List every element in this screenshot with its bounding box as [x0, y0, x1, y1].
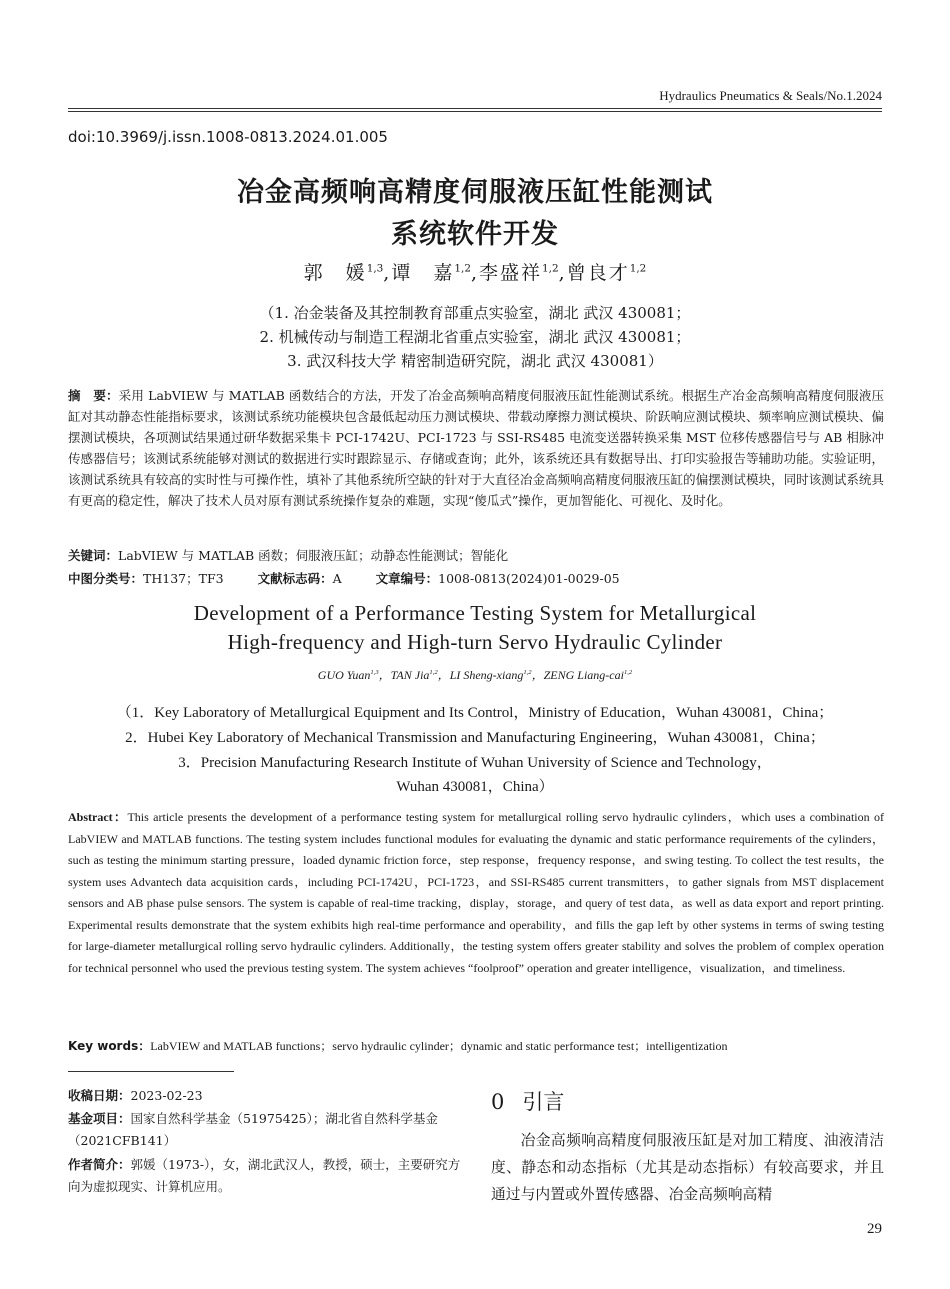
author-sup: 1,2 [523, 669, 532, 676]
keywords-en-text: LabVIEW and MATLAB functions；servo hydraulic cylinder；dynamic and static performance test；intelligentization [150, 1039, 728, 1053]
abstract-cn-label: 摘 要： [68, 388, 119, 403]
author-bio-label: 作者简介： [68, 1157, 131, 1172]
title-en-line1: Development of a Performance Testing System for Metallurgical [193, 601, 757, 625]
clc-value: TH137；TF3 [143, 571, 224, 586]
author-cn: 李盛祥 [479, 262, 543, 284]
author-sup: 1,2 [542, 262, 559, 275]
affiliation-cn: 3. 武汉科技大学 精密制造研究院，湖北 武汉 430081） [287, 352, 663, 370]
keywords-cn-text: LabVIEW 与 MATLAB 函数；伺服液压缸；动静态性能测试；智能化 [118, 548, 509, 563]
author-sup: 1,2 [629, 262, 647, 275]
abstract-en [68, 807, 884, 979]
affiliation-cn: （1. 冶金装备及其控制教育部重点实验室，湖北 武汉 430081； [259, 304, 691, 322]
abstract-en-text: This article presents the development of a performance testing system for metallurgical rolling servo hydraulic cylinders，which uses a combination of LabVIEW and MATLAB functions. The testing system includes functional modules for evaluating the dynamic and static performance requirements of the cylinders，such as testing the minimum starting pressure，loaded dynamic friction force，step response，frequency response，and swing testing. To collect the test results，the system uses Advantech data acquisition cards，including PCI-1742U，PCI-1723，and SSI-RS485 current transmitters，to gather signals from MST displacement sensors and AB phase pulse sensors. The system is capable of real-time tracking，display，storage，and query of test data，as well as data export and report printing. Experimental results demonstrate that the system exhibits high real-time performance and operability，and fills the gap left by other systems in terms of swing testing for large-diameter metallurgical rolling servo hydraulic cylinders. Additionally，the testing system offers greater stability and solves the problem of complex operation for technical personnel who used the previous testing system. The system achieves “foolproof” operation and greater intelligence，visualization，and timeliness. [68, 810, 885, 975]
section-heading [491, 1086, 564, 1116]
classification-line [68, 569, 620, 587]
doi: doi:10.3969/j.issn.1008-0813.2024.01.005 [68, 128, 388, 146]
author-sup: 1,3 [370, 669, 379, 676]
footnote-received [68, 1085, 464, 1107]
section-number: 0 [491, 1090, 505, 1114]
authors-cn: 郭 媛$^{1,3}$,谭 嘉$^{1,2}$,李盛祥$^{1,2}$,曾良才$^{1,2}$ [303, 262, 647, 284]
footnote-author [68, 1154, 464, 1198]
fund-label: 基金项目： [68, 1111, 131, 1126]
title-cn-line2: 系统软件开发 [391, 219, 559, 250]
abstract-cn-text: 采用 LabVIEW 与 MATLAB 函数结合的方法，开发了冶金高频响高精度伺服液压缸性能测试系统。根据生产冶金高频响高精度伺服液压缸对其动静态性能指标要求，该测试系统功能模块包含最低起动压力测试模块、带载动摩擦力测试模块、阶跃响应测试模块、频率响应测试模块、偏摆测试模块，各项测试结果通过研华数据采集卡 PCI-1742U、PCI-1723 与 SSI-RS485 电流变送器转换采集 MST 位移传感器信号与 AB 相脉冲传感器信号；该测试系统能够对测试的数据进行实时跟踪显示、存储或查询；此外，该系统还具有数据导出、打印实验报告等辅助功能。实验证明，该测试系统具有较高的实时性与可操作性，填补了其他系统所空缺的针对于大直径冶金高频响高精度伺服液压缸的偏摆测试模块，同时该测试系统具有更高的稳定性，解决了技术人员对原有测试系统操作复杂的难题，实现“傻瓜式”操作，更加智能化、可视化、及时化。 [68, 388, 884, 508]
page-number: 29 [867, 1221, 882, 1237]
abstract-en-label: Abstract： [68, 810, 128, 824]
affiliation-cn: 2. 机械传动与制造工程湖北省重点实验室，湖北 武汉 430081； [259, 328, 691, 346]
author-bio-text: 郭媛（1973-），女，湖北武汉人，教授，硕士，主要研究方向为虚拟现实、计算机应用。 [68, 1157, 461, 1194]
fund-text: 国家自然科学基金（51975425）；湖北省自然科学基金（2021CFB141） [68, 1111, 438, 1148]
received-label: 收稿日期： [68, 1088, 131, 1103]
article-no-label: 文章编号： [375, 571, 439, 586]
author-sup: 1,2 [429, 669, 438, 676]
title-en-line2: High-frequency and High-turn Servo Hydraulic Cylinder [227, 630, 723, 654]
abstract-cn [68, 385, 884, 511]
clc-label: 中图分类号： [68, 571, 144, 586]
author-sup: 1,2 [623, 669, 633, 676]
author-en: TAN Jia [390, 668, 430, 682]
affiliation-en: （1．Key Laboratory of Metallurgical Equipment and Its Control，Ministry of Education，Wuhan 430081，China； [116, 705, 834, 721]
received-date: 2023-02-23 [130, 1088, 203, 1103]
author-cn: 郭 媛 [303, 262, 367, 284]
author-en: LI Sheng-xiang [449, 668, 524, 682]
keywords-cn-label: 关键词： [68, 548, 119, 563]
footnote-fund [68, 1108, 464, 1152]
title-cn-line1: 冶金高频响高精度伺服液压缸性能测试 [237, 177, 713, 208]
affiliation-en: 3．Precision Manufacturing Research Institute of Wuhan University of Science and Technology， [178, 755, 772, 771]
authors-en: GUO Yuan$^{1,3}$，TAN Jia$^{1,2}$，LI Sheng-xiang$^{1,2}$，ZENG Liang-cai$^{1,2}$ [317, 668, 633, 682]
author-sup: 1,3 [366, 262, 384, 275]
author-en: ZENG Liang-cai [543, 668, 624, 682]
affiliation-en: 2．Hubei Key Laboratory of Mechanical Transmission and Manufacturing Engineering，Wuhan 430081，China； [125, 730, 825, 746]
author-cn: 曾良才 [566, 262, 630, 284]
keywords-en-label: Key words： [68, 1039, 151, 1053]
author-en: GUO Yuan [317, 668, 371, 682]
journal-header: Hydraulics Pneumatics & Seals/No.1.2024 [659, 88, 882, 103]
author-sup: 1,2 [454, 262, 471, 275]
affiliation-en: Wuhan 430081，China） [396, 779, 554, 795]
doc-code-value: A [332, 571, 342, 586]
article-no-value: 1008-0813(2024)01-0029-05 [438, 571, 620, 586]
header-rule [68, 111, 882, 112]
section-body: 冶金高频响高精度伺服液压缸是对加工精度、油液清洁度、静态和动态指标（尤其是动态指标）有较高要求，并且通过与内置或外置传感器、冶金高频响高精 [491, 1132, 884, 1203]
footnote-rule [68, 1071, 234, 1072]
keywords-en [68, 1037, 728, 1054]
header-rule [68, 108, 882, 109]
author-cn: 谭 嘉 [391, 262, 455, 284]
keywords-cn [68, 545, 884, 566]
section-title: 引言 [522, 1090, 565, 1114]
doc-code-label: 文献标志码： [257, 571, 333, 586]
